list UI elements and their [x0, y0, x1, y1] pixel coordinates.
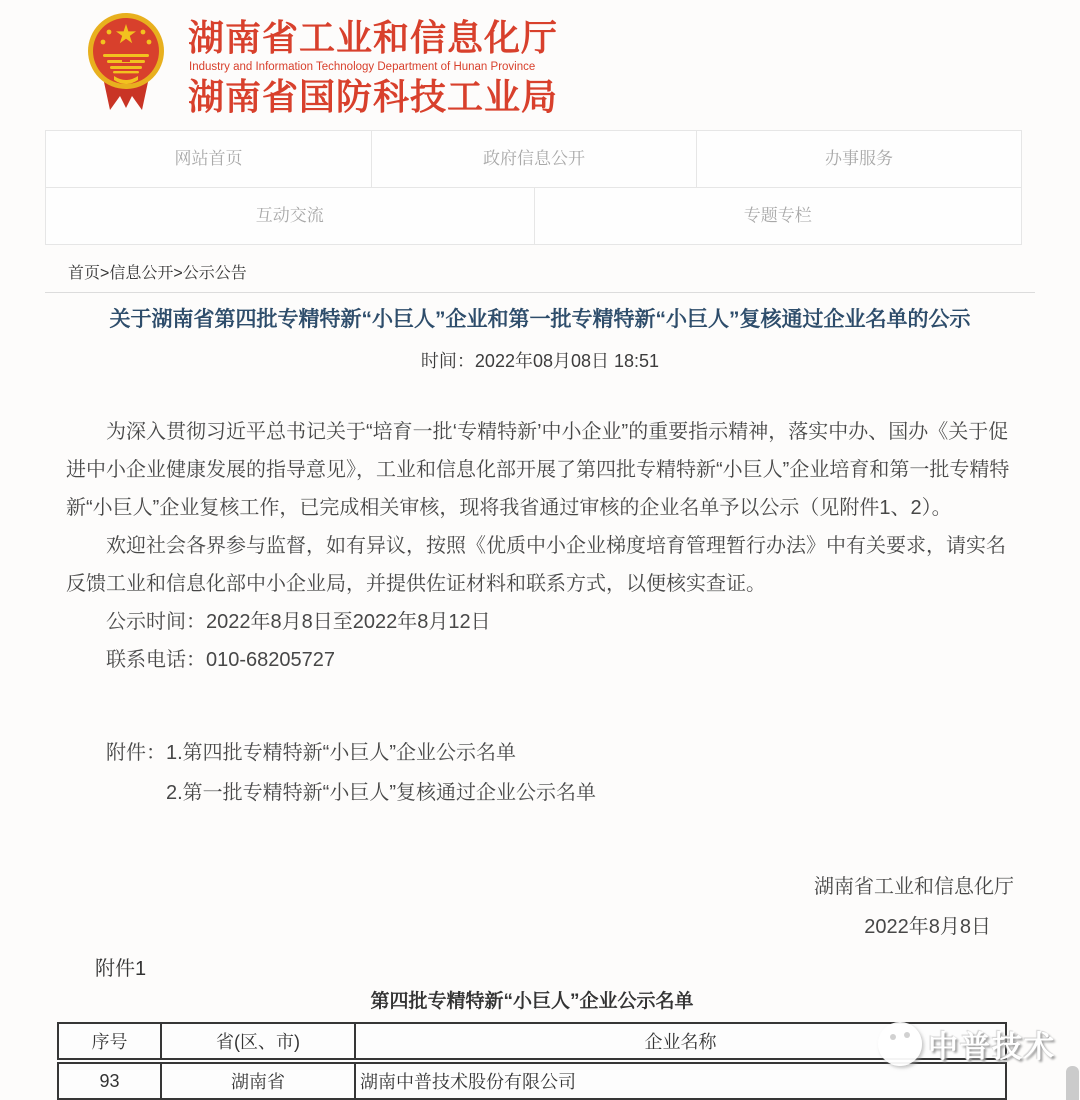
- nav-row-2: [46, 188, 1021, 244]
- article-paragraph-1: 为深入贯彻习近平总书记关于“培育一批‘专精特新’中小企业”的重要指示精神，落实中办、国办《关于促进中小企业健康发展的指导意见》，工业和信息化部开展了第四批专精特新“小巨人”企业培育和第一批专精特新“小巨人”企业复核工作，已完成相关审核，现将我省通过审核的企业名单予以公示（见附件1、2）。: [66, 421, 1010, 519]
- attachment-item-1: 1.第四批专精特新“小巨人”企业公示名单: [166, 742, 516, 764]
- header-serial-no: 序号: [58, 1023, 161, 1061]
- national-emblem-icon: [86, 10, 166, 116]
- article-paragraph-2: 欢迎社会各界参与监督，如有异议，按照《优质中小企业梯度培育管理暂行办法》中有关要求，请实名反馈工业和信息化部中小企业局，并提供佐证材料和联系方式，以便核实查证。: [66, 535, 1006, 595]
- watermark-text: 中普技术: [928, 1031, 1056, 1064]
- scrollbar-thumb[interactable]: [1066, 1066, 1079, 1100]
- breadcrumb[interactable]: 首页>信息公开>公示公告: [68, 265, 247, 282]
- nav-row-1: [46, 131, 1021, 188]
- article-timestamp: 时间：2022年08月08日 18:51: [420, 351, 660, 371]
- main-navigation: [45, 130, 1022, 245]
- org-name-primary: 湖南省工业和信息化厅: [188, 17, 559, 58]
- signature-org: 湖南省工业和信息化厅: [814, 876, 1014, 898]
- nav-item-services[interactable]: 办事服务: [696, 131, 1021, 187]
- attachments-block: [0, 733, 1080, 813]
- enterprise-list-table: [57, 1022, 1007, 1100]
- nav-item-special-columns[interactable]: 专题专栏: [534, 188, 1022, 244]
- signature-date: 2022年8月8日: [864, 916, 991, 938]
- table-row: [58, 1061, 1006, 1099]
- nav-item-interaction[interactable]: 互动交流: [255, 206, 324, 225]
- header-titles: [188, 8, 558, 117]
- cell-serial-no: 93: [58, 1061, 161, 1099]
- cell-province: 湖南省: [161, 1061, 355, 1099]
- nav-item-home[interactable]: 网站首页: [174, 149, 243, 168]
- nav-item-gov-info[interactable]: 政府信息公开: [371, 131, 696, 187]
- attachment-item-2: 2.第一批专精特新“小巨人”复核通过企业公示名单: [166, 782, 596, 804]
- article-title: 关于湖南省第四批专精特新“小巨人”企业和第一批专精特新“小巨人”复核通过企业名单的公示: [109, 308, 971, 331]
- attachments-label: 附件：: [106, 742, 166, 764]
- contact-phone-line: 联系电话：010-68205727: [106, 649, 336, 671]
- org-name-english: Industry and Information Technology Department of Hunan Province: [189, 61, 536, 73]
- attachment-line-1: [106, 733, 1080, 773]
- article-body: [66, 413, 1018, 681]
- table-header-row: [58, 1023, 1006, 1061]
- attachment1-label: 附件1: [95, 958, 147, 980]
- signature-block: [0, 867, 1080, 947]
- header-province: 省(区、市): [161, 1023, 355, 1061]
- site-header: [0, 0, 1080, 130]
- breadcrumb-divider: [45, 292, 1035, 293]
- header-company-name: 企业名称: [355, 1023, 1006, 1061]
- notice-period-line: 公示时间：2022年8月8日至2022年8月12日: [106, 611, 491, 633]
- attachment1-table-title: 第四批专精特新“小巨人”企业公示名单: [370, 991, 694, 1012]
- org-name-secondary: 湖南省国防科技工业局: [188, 76, 559, 117]
- cell-company-name: 湖南中普技术股份有限公司: [355, 1061, 1006, 1099]
